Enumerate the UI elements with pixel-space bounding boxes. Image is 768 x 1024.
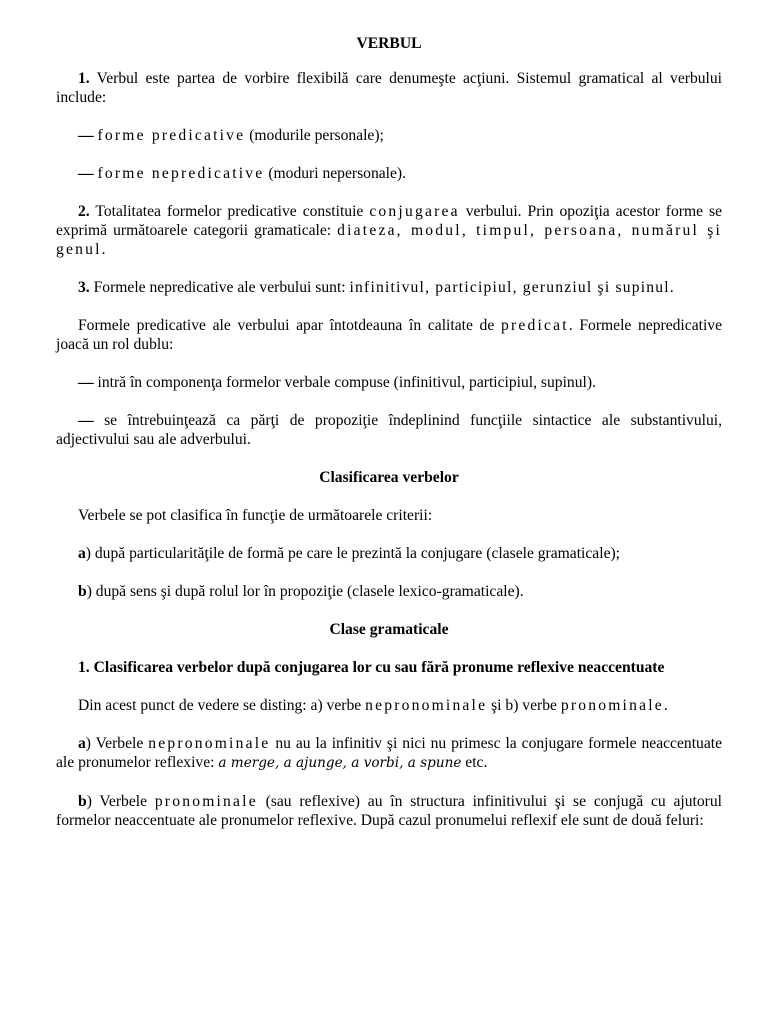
dash-item-componenta bbox=[56, 373, 722, 392]
section-heading-clasificarea: Clasificarea verbelor bbox=[319, 469, 459, 486]
term-spaced: diateza, modul, timpul, persoana, numărul şi genul. bbox=[56, 222, 723, 258]
list-letter: b bbox=[78, 583, 87, 600]
examples-italic: a merge, a ajunge, a vorbi, a spune bbox=[218, 755, 462, 771]
item-text: se întrebuinţează ca părţi de propoziţie îndeplinind funcţiile sintactice ale substantivului, adjectivului sau ale adverbului. bbox=[56, 412, 722, 448]
list-item-a bbox=[56, 544, 722, 563]
list-letter: a bbox=[78, 735, 86, 752]
paragraph-text: Din acest punct de vedere se disting: a) verbe bbox=[78, 697, 366, 714]
dash-icon: — bbox=[78, 165, 94, 182]
term-spaced: forme predicative bbox=[97, 127, 246, 144]
paragraph-number: 1. bbox=[78, 70, 90, 87]
term-spaced: nepronominale bbox=[365, 697, 488, 714]
paragraph-number: 2. bbox=[78, 203, 90, 220]
paragraph-text: nu au la infinitiv şi nici nu primesc la conjugare formele neaccentuate ale pronumelor reflexive: bbox=[56, 735, 723, 771]
list-letter: b bbox=[78, 793, 87, 810]
term-spaced: pronominale. bbox=[560, 697, 670, 714]
paragraph-3 bbox=[56, 278, 722, 297]
item-text: intră în componenţa formelor verbale compuse (infinitivul, participiul, supinul). bbox=[93, 374, 596, 391]
paragraph-text: ) Verbele bbox=[86, 793, 155, 810]
paragraph-6 bbox=[56, 696, 722, 715]
term-spaced: nepronominale bbox=[148, 735, 271, 752]
item-text: (moduri nepersonale). bbox=[264, 165, 407, 182]
document-body bbox=[56, 34, 722, 830]
page-title: VERBUL bbox=[356, 35, 422, 52]
paragraph-7 bbox=[56, 734, 722, 773]
paragraph-text: şi b) verbe bbox=[487, 697, 561, 714]
paragraph-text: (sau reflexive) au în structura infinitivului şi se conjugă cu ajutorul formelor neaccentuate ale pronumelor reflexive. După cazul pronumelui reflexif ele sunt de două feluri: bbox=[56, 793, 723, 829]
term-spaced: infinitivul, participiul, gerunziul şi supinul. bbox=[349, 279, 675, 296]
term-spaced: predicat bbox=[500, 317, 569, 334]
dash-icon: — bbox=[78, 412, 94, 429]
term-spaced: conjugarea bbox=[369, 203, 460, 220]
paragraph-5: Verbele se pot clasifica în funcţie de următoarele criterii: bbox=[78, 507, 433, 524]
paragraph-1 bbox=[56, 69, 722, 107]
paragraph-text: Formele nepredicative ale verbului sunt: bbox=[89, 279, 350, 296]
list-letter: a bbox=[78, 545, 86, 562]
paragraph-4 bbox=[56, 316, 722, 354]
item-text: (modurile personale); bbox=[245, 127, 384, 144]
paragraph-text: . Formele nepredicative joacă un rol dublu: bbox=[56, 317, 722, 353]
paragraph-8 bbox=[56, 792, 722, 830]
paragraph-2 bbox=[56, 202, 722, 259]
item-text: ) după particularităţile de formă pe care le prezintă la conjugare (clasele gramaticale); bbox=[85, 545, 621, 562]
dash-item-forme-nepredicative bbox=[56, 164, 722, 183]
paragraph-text: Formele predicative ale verbului apar întotdeauna în calitate de bbox=[78, 317, 501, 334]
paragraph-text: ) Verbele bbox=[85, 735, 149, 752]
item-text: ) după sens şi după rolul lor în propoziţie (clasele lexico-gramaticale). bbox=[86, 583, 524, 600]
subheading-1: 1. Clasificarea verbelor după conjugarea lor cu sau fără pronume reflexive neaccentuate bbox=[78, 659, 665, 676]
paragraph-text: verbului. Prin opoziţia acestor forme se exprimă următoarele categorii gramaticale: bbox=[56, 203, 723, 239]
term-spaced: forme nepredicative bbox=[97, 165, 265, 182]
paragraph-text: Verbul este partea de vorbire flexibilă care denumeşte acţiuni. Sistemul gramatical al verbului include: bbox=[56, 70, 722, 106]
paragraph-number: 3. bbox=[78, 279, 90, 296]
section-heading-clase-gramaticale: Clase gramaticale bbox=[329, 621, 449, 638]
dash-icon: — bbox=[78, 374, 94, 391]
dash-icon: — bbox=[78, 127, 94, 144]
dash-item-forme-predicative bbox=[56, 126, 722, 145]
list-item-b bbox=[56, 582, 722, 601]
term-spaced: pronominale bbox=[154, 793, 258, 810]
paragraph-text: etc. bbox=[461, 754, 488, 771]
dash-item-parti-propozitie bbox=[56, 411, 722, 449]
paragraph-text: Totalitatea formelor predicative constituie bbox=[89, 203, 370, 220]
